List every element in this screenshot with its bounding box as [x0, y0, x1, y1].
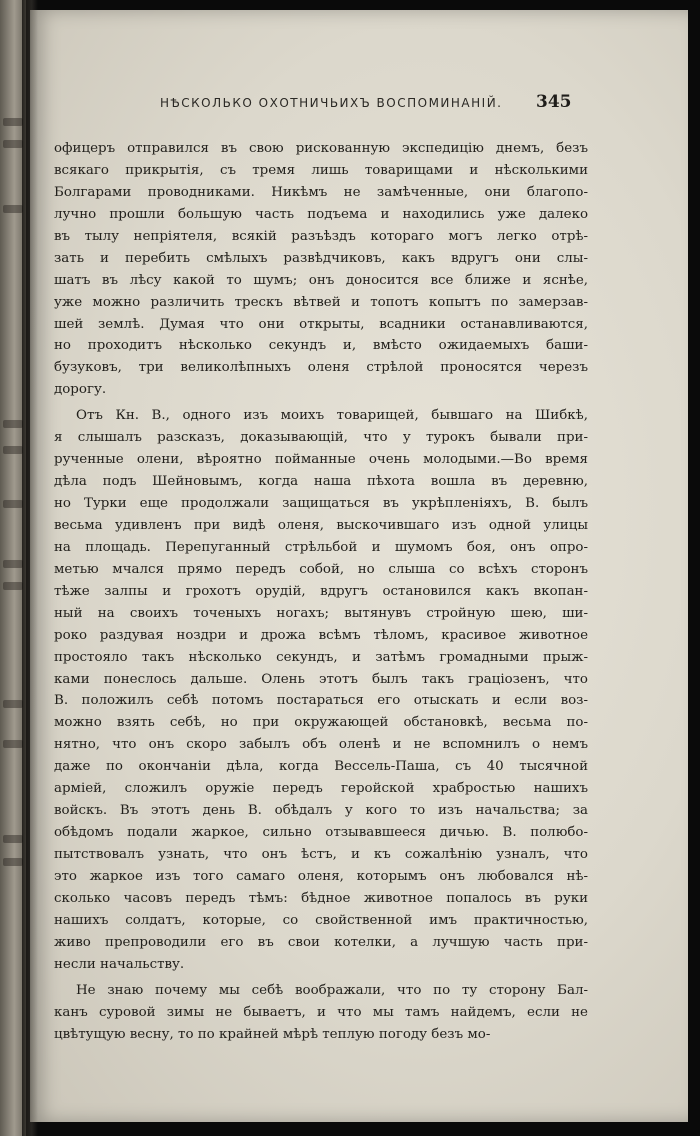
text-line: сколько часовъ передъ тѣмъ: бѣдное животное попалось въ руки	[54, 890, 588, 906]
text-line: даже по окончаніи дѣла, когда Вессель-Паша, съ 40 тысячной	[54, 759, 588, 775]
text-line: но Турки еще продолжали защищаться въ укрѣпленіяхъ, В. былъ	[54, 496, 588, 511]
page-number: 345	[536, 92, 572, 112]
text-line: нятно, что онъ скоро забылъ объ оленѣ и не вспомнилъ о немъ	[54, 737, 588, 753]
text-line: это жаркое изъ того самаго оленя, которымъ онъ любовался нѣ-	[54, 868, 588, 884]
book-page	[30, 10, 688, 1122]
text-line: рученные олени, вѣроятно пойманные очень молодыми.—Во время	[54, 452, 588, 468]
text-line: лучно прошли большую часть подъема и находились уже далеко	[54, 206, 588, 222]
text-line: пытствовалъ узнать, что онъ ѣстъ, и къ сожалѣнію узналъ, что	[54, 847, 588, 862]
book-spine-shadow	[22, 0, 38, 1136]
text-line: ками понеслось дальше. Олень этотъ былъ такъ граціозенъ, что	[54, 671, 588, 687]
text-line: живо препроводили его въ свои котелки, а лучшую часть при-	[54, 934, 588, 950]
text-line: роко раздувая ноздри и дрожа всѣмъ тѣломъ, красивое животное	[54, 627, 588, 643]
paragraph	[54, 405, 588, 975]
text-line: уже можно различить трескъ вѣтвей и топотъ копытъ по замерзав-	[54, 294, 588, 310]
text-line: Не знаю почему мы себѣ воображали, что по ту сторону Бал-	[76, 982, 588, 998]
text-line: арміей, сложилъ оружіе передъ геройской храбростью нашихъ	[54, 781, 588, 797]
text-line: я слышалъ разсказъ, доказывающій, что у турокъ бывали при-	[54, 430, 588, 446]
text-line: тѣже залпы и грохотъ орудій, вдругъ остановился какъ вкопан-	[54, 583, 588, 599]
text-line: бузуковъ, три великолѣпныхъ оленя стрѣлой проносятся черезъ	[54, 360, 588, 376]
paragraph	[54, 980, 588, 1046]
text-line: Болгарами проводниками. Никѣмъ не замѣченные, они благопо-	[54, 184, 588, 200]
text-line: цвѣтущую весну, то по крайней мѣрѣ теплую погоду безъ мо-	[54, 1026, 491, 1042]
running-head: НѢСКОЛЬКО ОХОТНИЧЬИХЪ ВОСПОМИНАНІЙ.	[160, 96, 503, 110]
text-line: ный на своихъ точеныхъ ногахъ; вытянувъ стройную шею, ши-	[54, 605, 588, 621]
text-line: войскъ. Въ этотъ день В. обѣдалъ у кого то изъ начальства; за	[54, 803, 588, 819]
text-line: зать и перебить смѣлыхъ развѣдчиковъ, какъ вдругъ они слы-	[54, 250, 588, 266]
text-line: дѣла подъ Шейновымъ, когда наша пѣхота вошла въ деревню,	[54, 474, 588, 490]
text-line: несли начальству.	[54, 956, 185, 972]
text-line: на площадь. Перепуганный стрѣльбой и шумомъ боя, онъ опро-	[54, 539, 588, 555]
text-line: дорогу.	[54, 382, 107, 398]
text-line: но проходитъ нѣсколько секундъ и, вмѣсто ожидаемыхъ баши-	[54, 338, 588, 354]
text-line: въ тылу непріятеля, всякій разъѣздъ котораго могъ легко отрѣ-	[54, 228, 588, 244]
text-line: весьма удивленъ при видѣ оленя, выскочившаго изъ одной улицы	[54, 517, 588, 533]
text-line: В. положилъ себѣ потомъ постараться его отыскать и если воз-	[54, 693, 588, 709]
text-line: метью мчался прямо передъ собой, но слыша со всѣхъ сторонъ	[54, 561, 588, 577]
text-line: канъ суровой зимы не бываетъ, и что мы тамъ найдемъ, если не	[54, 1004, 588, 1020]
text-line: можно взять себѣ, но при окружающей обстановкѣ, весьма по-	[54, 715, 588, 731]
text-line: Отъ Кн. В., одного изъ моихъ товарищей, бывшаго на Шибкѣ,	[76, 408, 588, 424]
text-line: шей землѣ. Думая что они открыты, всадники останавливаются,	[54, 316, 588, 332]
text-line: офицеръ отправился въ свою рискованную экспедицію днемъ, безъ	[54, 141, 588, 156]
paragraph	[54, 138, 588, 401]
text-line: нашихъ солдатъ, которые, со свойственной имъ практичностью,	[54, 912, 588, 928]
text-line: всякаго прикрытія, съ тремя лишь товарищами и нѣсколькими	[54, 162, 588, 178]
text-line: шатъ въ лѣсу какой то шумъ; онъ доносится все ближе и яснѣе,	[54, 272, 588, 288]
page-body-text	[54, 138, 588, 1045]
page-header	[30, 92, 688, 120]
text-line: простояло такъ нѣсколько секундъ, и затѣмъ громадными прыж-	[54, 649, 588, 665]
text-line: обѣдомъ подали жаркое, сильно отзывавшееся дичью. В. полюбо-	[54, 825, 588, 841]
